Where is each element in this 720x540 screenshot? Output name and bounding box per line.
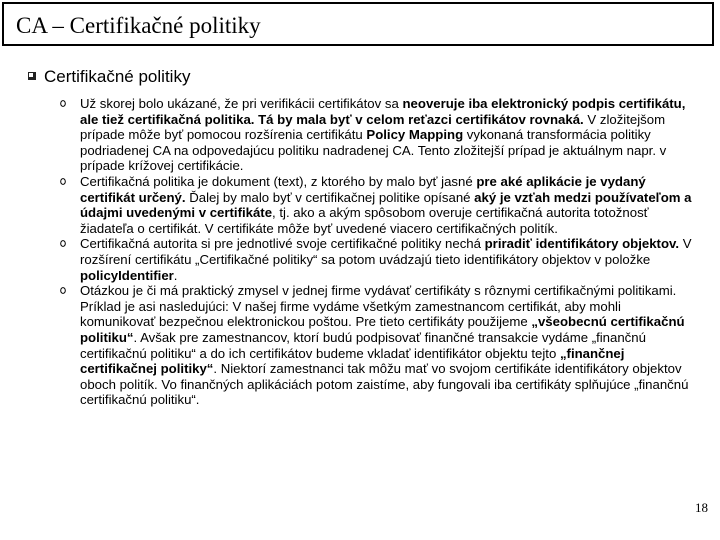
- list-item-text: [80, 236, 697, 283]
- list-item-text: [80, 174, 697, 236]
- bold-text: policyIdentifier: [80, 267, 174, 283]
- list-item: [57, 96, 697, 174]
- circle-bullet-icon: [60, 287, 66, 294]
- bold-text: priradiť identifikátory objektov.: [484, 236, 680, 252]
- text-run: Otázkou je či má praktický zmysel v jednej firme vydávať certifikáty s rôznymi certifikačnými politikami. Príklad je asi nasledujúci: V našej firme vydáme všetkým zamestnancom certifikát, aby mohli komunikovať bezpečnou elektronickou poštou. Pre tieto certifikáty použijeme: [80, 283, 677, 330]
- list-item: [57, 236, 697, 283]
- text-run: . Avšak pre zamestnancov, ktorí budú podpisovať finančné transakcie vydáme „finančnú certifikačnú politiku“ a do ich certifikátov budeme vkladať identifikátor objektu tejto: [80, 329, 646, 361]
- bold-text: neoveruje iba elektronický podpis certifikátu, ale tiež certifikačná politika. Tá by mala byť v celom reťazci certifikátov rovnaká.: [80, 96, 686, 127]
- square-bullet-icon: [28, 72, 36, 80]
- bold-text: „finančnej certifikačnej politiky“: [80, 345, 625, 377]
- bold-text: Policy Mapping: [366, 127, 464, 143]
- text-run: Ďalej by malo byť v certifikačnej politike opísané: [185, 189, 475, 205]
- text-run: Certifikačná autorita si pre jednotlivé svoje certifikačné politiky nechá: [80, 236, 485, 252]
- text-run: Už skorej bolo ukázané, že pri verifikácii certifikátov sa: [80, 96, 403, 111]
- text-run: Certifikačná politika je dokument (text), z ktorého by malo byť jasné: [80, 173, 477, 189]
- bold-text: aký je vzťah medzi používateľom a údajmi uvedenými v certifikáte: [80, 189, 692, 221]
- page-number: 18: [695, 500, 708, 515]
- slide-title: CA – Certifikačné politiky: [16, 13, 261, 38]
- list-item-text: [80, 283, 697, 408]
- text-run: vykonaná transformácia politiky podriadenej CA na odpovedajúcu politiku nadradenej CA. Tento zložitejší prípad je aktuálnym napr. v prípade krížovej certifikácie.: [80, 127, 667, 174]
- text-run: , tj. ako a akým spôsobom overuje certifikačná autorita totožnosť žiadateľa o certifikát. V certifikáte môže byť uvedené viacero certifikačných politík.: [80, 205, 649, 236]
- text-run: V rozšírení certifikátu „Certifikačné politiky“ sa potom uvádzajú tieto identifikátory objektov v položke: [80, 236, 692, 267]
- text-run: . Niektorí zamestnanci tak môžu mať vo svojom certifikáte identifikátory objektov oboch politík. Vo finančných aplikáciách potom zaistíme, aby fungovali iba certifikáty splňujúce „finančnú certifikačnú politiku“.: [80, 361, 689, 408]
- list-item: [57, 283, 697, 408]
- text-run: V zložitejšom prípade môže byť pomocou rozšírenia certifikátu: [80, 111, 666, 143]
- section-heading: Certifikačné politiky: [44, 67, 191, 86]
- list-item-text: [80, 96, 697, 174]
- circle-bullet-icon: [60, 100, 66, 107]
- text-run: .: [173, 267, 178, 283]
- circle-bullet-icon: [60, 178, 66, 185]
- title-box: [2, 2, 714, 46]
- list-item: [57, 174, 697, 236]
- circle-bullet-icon: [60, 240, 66, 247]
- bold-text: „všeobecnú certifikačnú politiku“: [80, 314, 685, 345]
- bold-text: pre aké aplikácie je vydaný certifikát určený.: [80, 173, 646, 205]
- bullet-list: [57, 96, 697, 408]
